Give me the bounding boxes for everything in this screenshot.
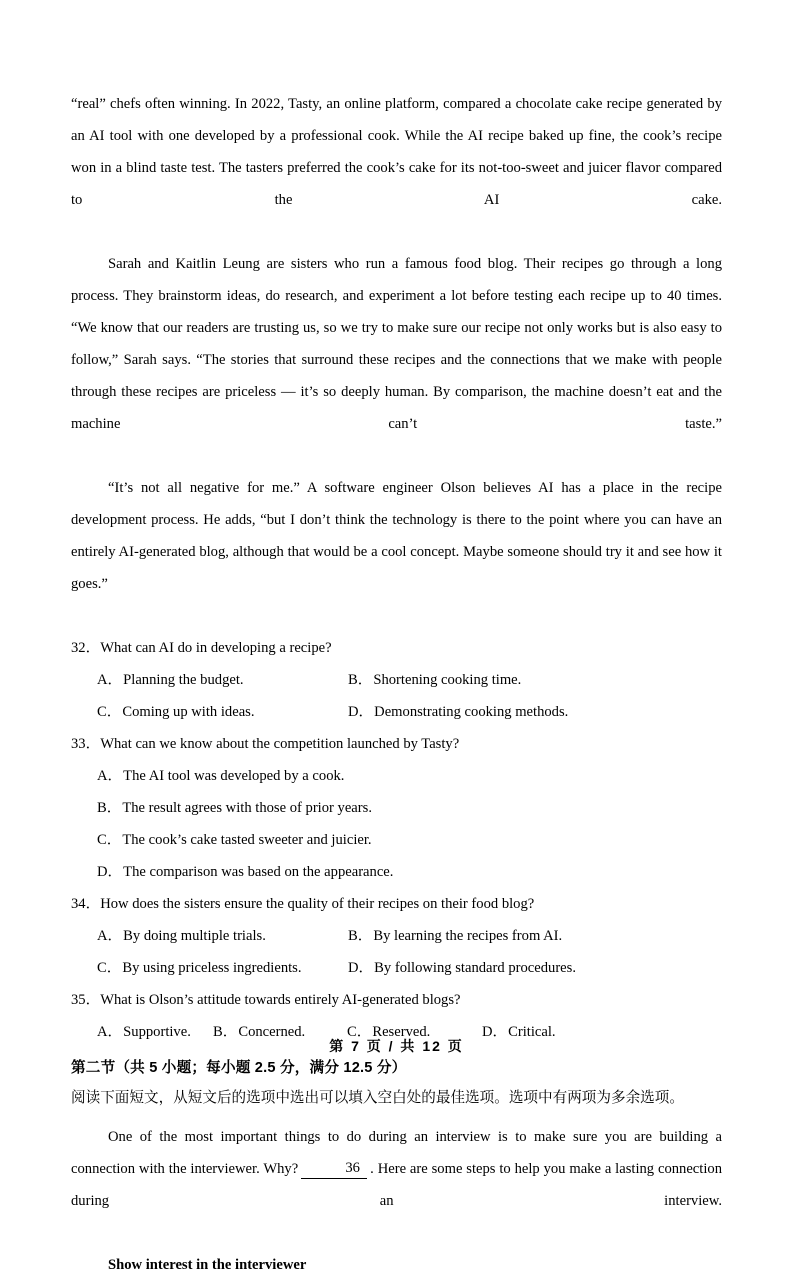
question-32-options-row-2: [71, 696, 722, 728]
question-32: [71, 632, 722, 728]
option-label: B ．: [348, 920, 372, 952]
cloze-text-before-blank: One of the most important things to do during an interview is to make sure you are building a connection with the interviewer. Why?: [71, 1129, 722, 1177]
option-label: D ．: [348, 696, 373, 728]
section-two-heading: 第二节（共 5 小题；每小题 2.5 分，满分 12.5 分）: [71, 1060, 407, 1076]
question-35-stem: [71, 984, 722, 1016]
blank-36[interactable]: 36: [301, 1158, 367, 1179]
option-text: By learning the recipes from AI.: [373, 928, 563, 944]
option-text: Shortening cooking time.: [373, 672, 522, 688]
option-text: Planning the budget.: [123, 672, 244, 688]
question-34: [71, 888, 722, 984]
option-text: By doing multiple trials.: [123, 928, 266, 944]
option-label: D ．: [348, 952, 373, 984]
option-text: The cook’s cake tasted sweeter and juicier.: [122, 832, 372, 848]
question-34-option-b[interactable]: [348, 920, 562, 952]
question-33-option-a[interactable]: [97, 760, 344, 792]
option-label: B ．: [348, 664, 372, 696]
passage-paragraph-2: Sarah and Kaitlin Leung are sisters who run a famous food blog. Their recipes go through a long process. They brainstorm ideas, do research, and experiment a lot before testing each recipe up to 40 times. “We know that our readers are trusting us, so we try to make sure our recipe not only works but is also easy to follow,” Sarah says. “The stories that surround these recipes and the connections that we make with people through these recipes are priceless — it’s so deeply human. By comparison, the machine doesn’t eat and the machine can’t taste.”: [71, 256, 722, 432]
option-label: B ．: [97, 792, 121, 824]
option-label: A ．: [97, 664, 122, 696]
option-text: Demonstrating cooking methods.: [374, 704, 569, 720]
question-33-options-row-2: [71, 792, 722, 824]
question-33-option-b[interactable]: [97, 792, 372, 824]
question-33-option-d[interactable]: [97, 856, 393, 888]
question-35-text: What is Olson’s attitude towards entirely AI-generated blogs?: [100, 992, 461, 1008]
cloze-subheading: Show interest in the interviewer: [108, 1257, 307, 1273]
question-34-option-a[interactable]: [97, 920, 266, 952]
option-text: Coming up with ideas.: [122, 704, 255, 720]
option-text: By using priceless ingredients.: [122, 960, 302, 976]
question-32-text: What can AI do in developing a recipe?: [100, 640, 332, 656]
question-34-number: 34．: [71, 896, 101, 912]
option-label: D ．: [97, 856, 122, 888]
option-label: B ．: [213, 1016, 237, 1048]
question-33: [71, 728, 722, 888]
section-two-instruction: 阅读下面短文，从短文后的选项中选出可以填入空白处的最佳选项。选项中有两项为多余选项。: [71, 1090, 684, 1106]
option-label: C ．: [97, 952, 121, 984]
cloze-passage: [71, 1121, 722, 1249]
option-text: Reserved.: [372, 1024, 431, 1040]
option-text: Critical.: [508, 1024, 556, 1040]
question-32-options-row-1: [71, 664, 722, 696]
question-34-option-c[interactable]: [97, 952, 302, 984]
passage-paragraph-1: “real” chefs often winning. In 2022, Tasty, an online platform, compared a chocolate cake recipe generated by an AI tool with one developed by a professional cook. While the AI recipe baked up fine, the cook’s recipe won in a blind taste test. The tasters preferred the cook’s cake for its not-too-sweet and juicer flavor compared to the AI cake.: [71, 96, 722, 208]
page-footer: 第 7 页 / 共 12 页: [329, 1038, 464, 1054]
question-33-options-row-1: [71, 760, 722, 792]
option-label: C ．: [347, 1016, 371, 1048]
question-32-option-b[interactable]: [348, 664, 521, 696]
option-text: Supportive.: [123, 1024, 191, 1040]
question-34-text: How does the sisters ensure the quality of their recipes on their food blog?: [100, 896, 535, 912]
option-label: D ．: [482, 1016, 507, 1048]
option-text: The AI tool was developed by a cook.: [123, 768, 345, 784]
passage-paragraph-3: “It’s not all negative for me.” A software engineer Olson believes AI has a place in the recipe development process. He adds, “but I don’t think the technology is there to the point where you can have an entirely AI-generated blog, although that would be a cool concept. Maybe someone should try it and see how it goes.”: [71, 480, 722, 592]
option-label: A ．: [97, 1016, 122, 1048]
question-33-stem: [71, 728, 722, 760]
question-33-number: 33．: [71, 736, 101, 752]
question-33-option-c[interactable]: [97, 824, 372, 856]
question-32-option-c[interactable]: [97, 696, 255, 728]
option-text: By following standard procedures.: [374, 960, 576, 976]
question-34-options-row-2: [71, 952, 722, 984]
question-33-options-row-4: [71, 856, 722, 888]
question-35-number: 35．: [71, 992, 101, 1008]
option-text: The result agrees with those of prior years.: [122, 800, 372, 816]
question-34-options-row-1: [71, 920, 722, 952]
question-34-stem: [71, 888, 722, 920]
question-33-options-row-3: [71, 824, 722, 856]
question-32-stem: [71, 632, 722, 664]
cloze-text-after-blank: . Here are some steps to help you make a lasting connection during an interview.: [71, 1161, 722, 1209]
option-label: A ．: [97, 920, 122, 952]
question-32-option-a[interactable]: [97, 664, 244, 696]
question-32-number: 32．: [71, 640, 101, 656]
option-text: The comparison was based on the appearance.: [123, 864, 394, 880]
option-text: Concerned.: [238, 1024, 306, 1040]
question-33-text: What can we know about the competition launched by Tasty?: [100, 736, 460, 752]
option-label: A ．: [97, 760, 122, 792]
question-34-option-d[interactable]: [348, 952, 576, 984]
page-content: [71, 88, 722, 1281]
question-32-option-d[interactable]: [348, 696, 568, 728]
option-label: C ．: [97, 824, 121, 856]
option-label: C ．: [97, 696, 121, 728]
